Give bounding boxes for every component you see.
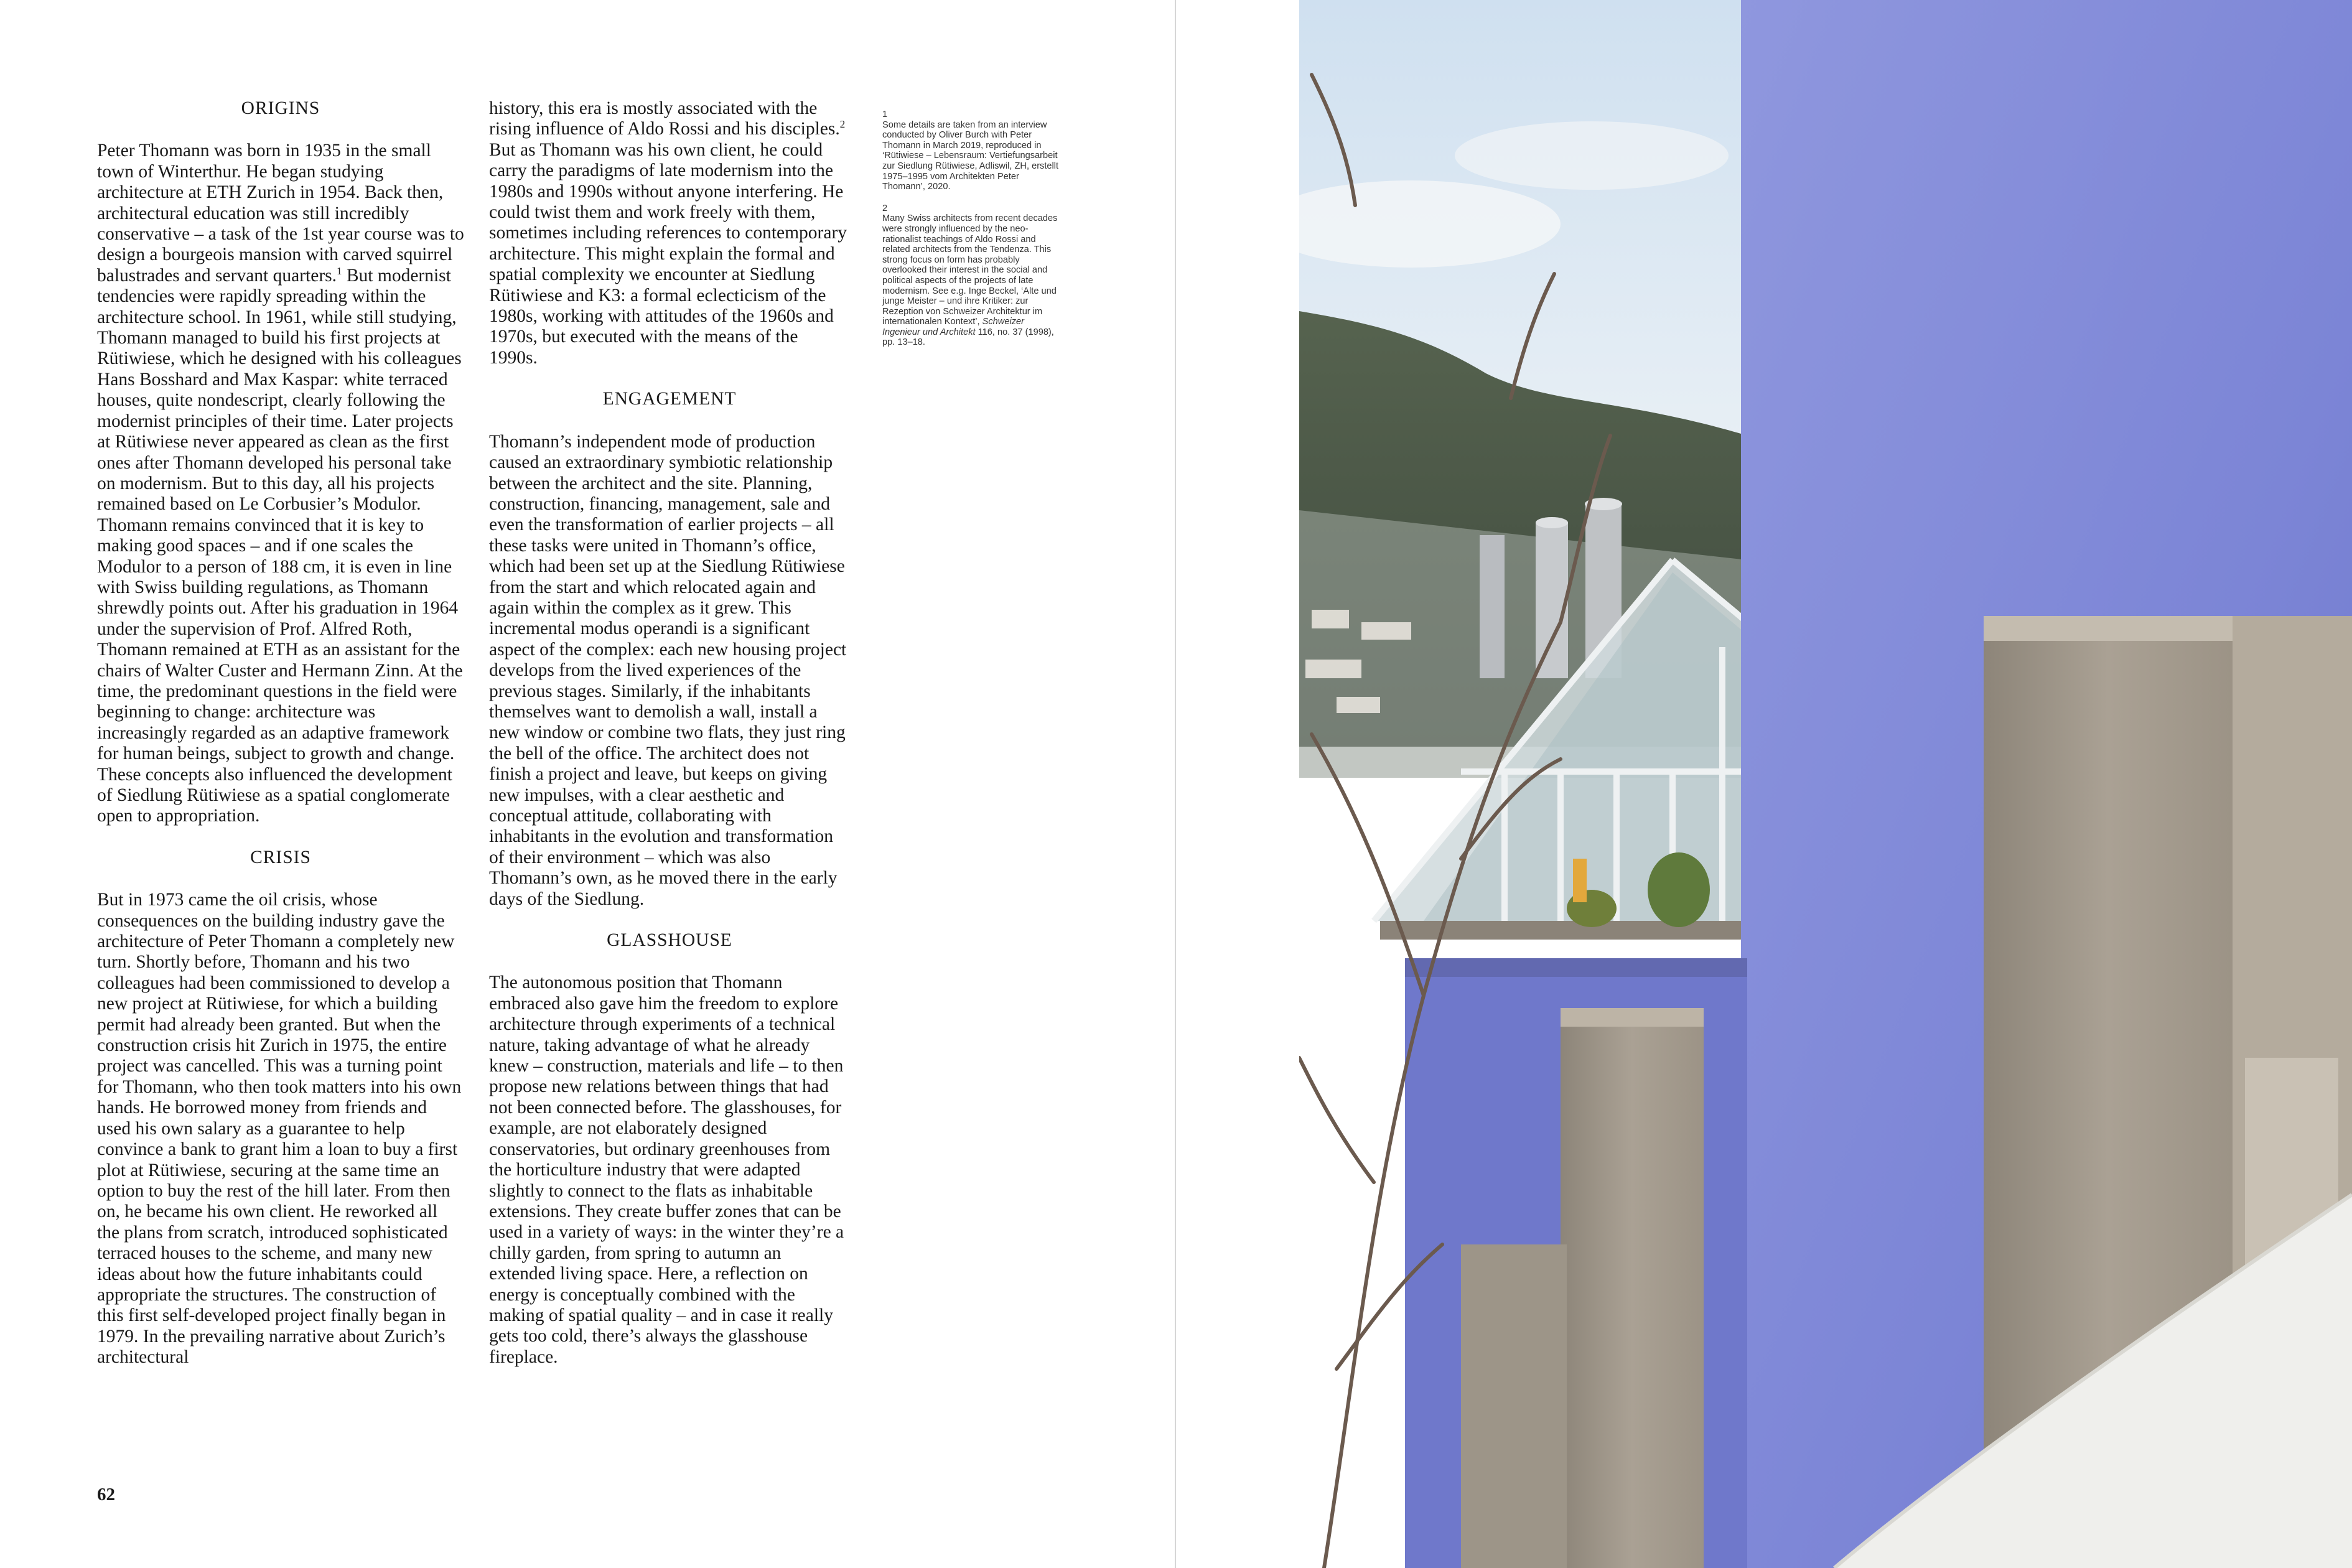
section-crisis	[97, 847, 464, 1368]
paragraph-text: history, this era is mostly associated with the rising influence of Aldo Rossi and his disciples.	[489, 98, 840, 139]
section-heading-origins: ORIGINS	[241, 98, 320, 118]
paragraph-text: But modernist tendencies were rapidly spreading within the architecture school. In 1961, while still studying, Thomann managed to build his first projects at Rütiwiese, which he designed with his colleagues Hans Bosshard and Max Kaspar: white terraced houses, quite nondescript, clearly following the modernist principles of their time. Later projects at Rütiwiese never appeared as clean as the first ones after Thomann developed his personal take on modernism. But to this day, all his projects remained based on Le Corbusier’s Modulor. Thomann remains convinced that it is key to making good spaces – and if one scales the Modulor to a person of 188 cm, it is even in line with Swiss building regulations, as Thomann shrewdly points out. After his graduation in 1964 under the supervision of Prof. Alfred Roth, Thomann remained at ETH as an assistant for the chairs of Walter Custer and Hermann Zinn. At the time, the predominant questions in the field were beginning to change: architecture was increasingly regarded as an adaptive framework for human beings, subject to growth and change. These concepts also influenced the development of Siedlung Rütiwiese as a spatial conglomerate open to appropriation.	[97, 265, 463, 826]
footnote-2	[882, 203, 1063, 348]
page-number: 62	[97, 1485, 115, 1505]
paragraph-text: But as Thomann was his own client, he could carry the paradigms of late modernism into the 1980s and 1990s without anyone interfering. He could twist them and work freely with them, sometimes including references to contemporary architecture. This might explain the formal and spatial complexity we encounter at Siedlung Rütiwiese and K3: a formal eclecticism of the 1980s, working with attitudes of the 1960s and 1970s, but executed with the means of the 1990s.	[489, 139, 847, 368]
paragraph-glasshouse: The autonomous position that Thomann embraced also gave him the freedom to explore architecture through experiments of a technical nature, taking advantage of what he already knew – construction, materials and life – to then propose new relations between things that had not been connected before. The glasshouses, for example, are not elaborately designed conservatories, but ordinary greenhouses from the horticulture industry that were adapted slightly to connect to the flats as inhabitable extensions. They create buffer zones that can be used in a variety of ways: in the winter they’re a chilly garden, from spring to autumn an extended living space. Here, a reflection on energy is conceptually combined with the making of spatial quality – and in case it really gets too cold, there’s always the glasshouse fireplace.	[489, 973, 844, 1367]
footnote-text: Many Swiss architects from recent decades were strongly influenced by the neo-rationalist teachings of Aldo Rossi and related architects from the Tendenza. This strong focus on form has probably overlooked their interest in the social and political aspects of the projects of late modernism. See e.g. Inge Beckel, ‘Alte und junge Meister – und ihre Kritiker: zur Rezeption von Schweizer Architektur im internationalen Kontext’,	[882, 213, 1058, 327]
paragraph-origins	[97, 141, 464, 826]
section-heading-engagement: ENGAGEMENT	[602, 389, 737, 409]
footnotes	[882, 110, 1063, 359]
paragraph-crisis-continued	[489, 98, 850, 368]
section-heading-crisis: CRISIS	[250, 847, 311, 867]
footnote-text-tail: 116, no. 37 (1998), pp. 13–18.	[882, 327, 1054, 348]
footnote-ref-2[interactable]: 2	[839, 118, 846, 131]
footnote-ref-1[interactable]: 1	[337, 265, 342, 278]
text-column-2	[489, 98, 850, 1368]
section-heading-glasshouse: GLASSHOUSE	[607, 930, 732, 951]
footnote-number: 2	[882, 203, 888, 213]
text-column-1	[97, 98, 464, 1368]
architecture-photo	[1299, 0, 2352, 1568]
section-engagement	[489, 389, 850, 910]
paragraph-crisis: But in 1973 came the oil crisis, whose consequences on the building industry gave the architecture of Peter Thomann a completely new turn. Shortly before, Thomann and his two colleagues had been commissioned to develop a new project at Rütiwiese, for which a building permit had already been granted. But when the construction crisis hit Zurich in 1975, the entire project was cancelled. This was a turning point for Thomann, who then took matters into his own hands. He borrowed money from friends and used his own salary as a guarantee to help convince a bank to grant him a loan to buy a first plot at Rütiwiese, securing at the same time an option to buy the rest of the hill later. From then on, he became his own client. He reworked all the plans from scratch, introduced sophisticated terraced houses to the scheme, and many new ideas about how the future inhabitants could appropriate the structures. The construction of this first self-developed project finally began in 1979. In the prevailing narrative about Zurich’s architectural	[97, 890, 462, 1368]
footnote-number: 1	[882, 110, 888, 119]
footnote-text: Some details are taken from an interview conducted by Oliver Burch with Peter Thomann in March 2019, reproduced in ‘Rütiwiese – Lebensraum: Vertiefungsarbeit zur Siedlung Rütiwiese, Adliswil, ZH, erstellt 1975–1995 vom Architekten Peter Thomann’, 2020.	[882, 119, 1059, 192]
section-glasshouse	[489, 930, 850, 1368]
footnote-1	[882, 110, 1063, 192]
footnote-journal-title: Schweizer Ingenieur und Architekt	[882, 317, 1024, 337]
paragraph-text: Peter Thomann was born in 1935 in the small town of Winterthur. He began studying architecture at ETH Zurich in 1954. Back then, architectural education was still incredibly conservative – a task of the 1st year course was to design a bourgeois mansion with carved squirrel balustrades and servant quarters.	[97, 141, 464, 286]
paragraph-engagement: Thomann’s independent mode of production caused an extraordinary symbiotic relationship between the architect and the site. Planning, construction, financing, management, sale and even the transformation of earlier projects – all these tasks were united in Thomann’s office, which had been set up at the Siedlung Rütiwiese from the start and which relocated again and again within the complex as it grew. This incremental modus operandi is a significant aspect of the complex: each new housing project develops from the lived experiences of the previous stages. Similarly, if the inhabitants themselves want to demolish a wall, install a new window or combine two flats, they just ring the bell of the office. The architect does not finish a project and leave, but keeps on giving new impulses, with a clear aesthetic and conceptual attitude, collaborating with inhabitants in the evolution and transformation of their environment – which was also Thomann’s own, as he moved there in the early days of the Siedlung.	[489, 431, 847, 909]
